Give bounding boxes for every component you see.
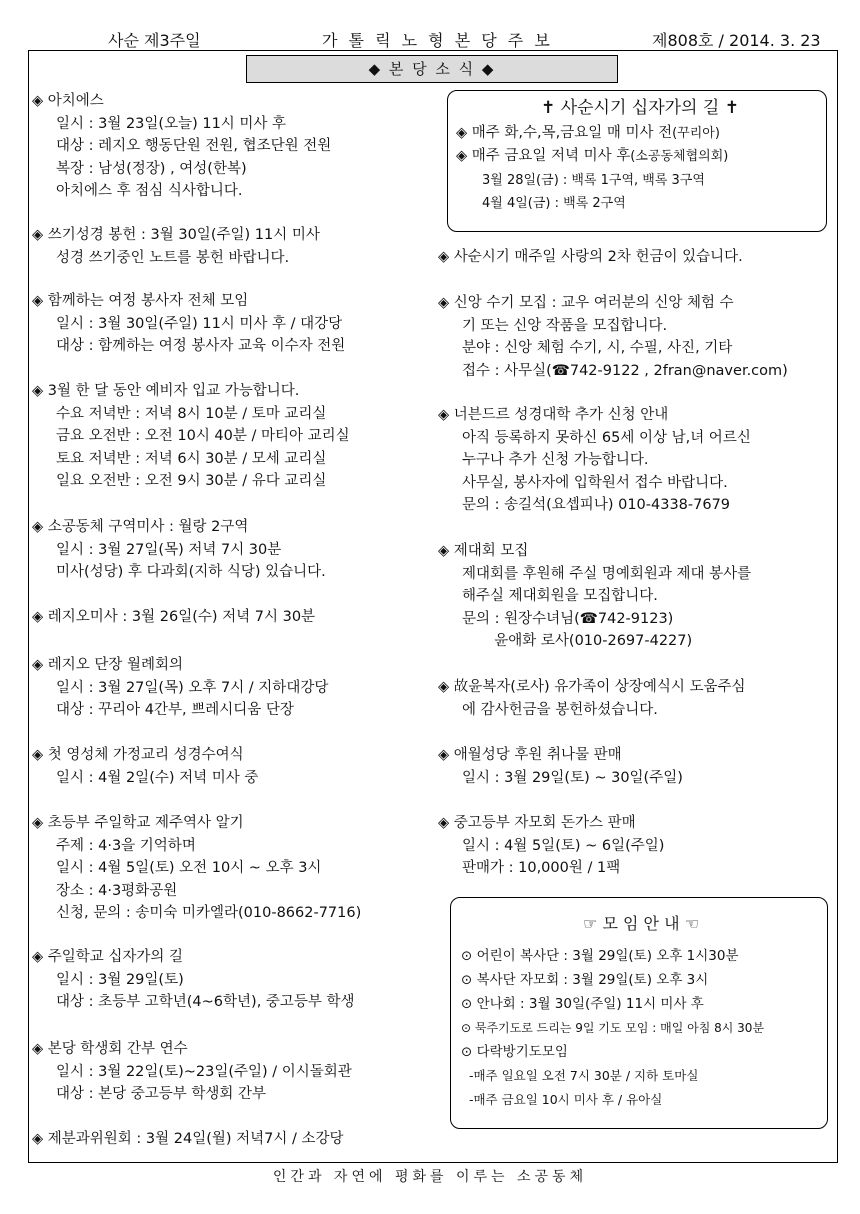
notice-title: ◈ 주일학교 십자가의 길 (32, 949, 184, 965)
notice-title: ◈ 쓰기성경 봉헌 : 3월 30일(주일) 11시 미사 (32, 227, 320, 243)
left-column (32, 0, 442, 1160)
notice-line: 문의 : 원장수녀님(☎742-9123) (462, 610, 674, 627)
notice-legio-meeting (32, 654, 328, 722)
notice-altar-society (438, 540, 751, 653)
notice-title: ◈ 소공동체 구역미사 : 월랑 2구역 (32, 519, 249, 535)
notice-catechumen (32, 380, 350, 493)
notice-line: 대상 : 본당 중고등부 학생회 간부 (56, 1086, 267, 1102)
notice-line: 접수 : 사무실(☎742-9122 , 2fran@naver.com) (462, 362, 788, 379)
meeting-item: ⊙ 묵주기도로 드리는 9일 기도 모임 : 매일 아침 8시 30분 (461, 1021, 765, 1035)
notice-title: ◈ 본당 학생회 간부 연수 (32, 1041, 188, 1057)
notice-line: 윤애화 로사(010-2697-4227) (462, 633, 693, 649)
notice-line: 일시 : 4월 2일(수) 저녁 미사 중 (56, 769, 259, 786)
notice-journey-volunteers (32, 290, 345, 358)
notice-legio-mass (32, 606, 315, 629)
notice-line: 일시 : 4월 5일(토) 오전 10시 ~ 오후 3시 (56, 860, 322, 876)
notice-title: ◈ 첫 영성체 가정교리 성경수여식 (32, 747, 244, 763)
notice-line: 일시 : 3월 22일(토)~23일(주일) / 이시돌회관 (56, 1063, 352, 1080)
lent-line-note: (소공동체협의회) (630, 149, 729, 164)
notice-line: 일시 : 4월 5일(토) ~ 6일(주일) (462, 837, 665, 854)
notice-title: ◈ 신앙 수기 모집 : 교우 여러분의 신앙 체험 수 (438, 295, 734, 311)
notice-title: ◈ 너븐드르 성경대학 추가 신청 안내 (438, 407, 669, 423)
notice-line: 일시 : 3월 29일(토) ~ 30일(주일) (462, 769, 683, 786)
notice-title: ◈ 중고등부 자모회 돈가스 판매 (438, 815, 636, 831)
lent-schedule: 3월 28일(금) : 백록 1구역, 백록 3구역 (482, 172, 705, 188)
notice-line: 주제 : 4·3을 기억하며 (56, 837, 196, 854)
notice-line: 누구나 추가 신청 가능합니다. (462, 452, 649, 468)
notice-achies (32, 90, 331, 203)
notice-jeju-history (32, 812, 361, 925)
bulletin-season: 사순 제3주일 (108, 31, 201, 50)
notice-line: 수요 저녁반 : 저녁 8시 10분 / 토마 교리실 (56, 405, 327, 422)
notice-line: 대상 : 레지오 행동단원 전원, 협조단원 전원 (56, 138, 332, 154)
notice-line: 성경 쓰기중인 노트를 봉헌 바랍니다. (56, 249, 290, 266)
notice-title: ◈ 제대회 모집 (438, 543, 529, 559)
lent-line: ◈ 매주 화,수,목,금요일 매 미사 전 (456, 124, 673, 141)
notice-bible-college (438, 404, 751, 517)
notice-line: 판매가 : 10,000원 / 1팩 (462, 860, 621, 876)
notice-student-training (32, 1038, 352, 1106)
notice-title: ◈ 레지오 단장 월례회의 (32, 657, 184, 673)
section-banner: ◆ 본 당 소 식 ◆ (246, 55, 618, 83)
notice-line: 문의 : 송길석(요셉피나) 010-4338-7679 (462, 497, 731, 513)
notice-line: 토요 저녁반 : 저녁 6시 30분 / 모세 교리실 (56, 450, 327, 467)
notice-line: 장소 : 4·3평화공원 (56, 882, 178, 899)
notice-title: ◈ 제분과위원회 : 3월 24일(월) 저녁7시 / 소강당 (32, 1131, 344, 1147)
notice-line: 분야 : 신앙 체험 수기, 시, 수필, 사진, 기타 (462, 340, 733, 356)
notice-line: 일시 : 3월 23일(오늘) 11시 미사 후 (56, 115, 287, 132)
notice-line: 복장 : 남성(정장) , 여성(한복) (56, 160, 247, 177)
notice-line: 대상 : 초등부 고학년(4~6학년), 중고등부 학생 (56, 994, 355, 1010)
meeting-item: ⊙ 안나회 : 3월 30일(주일) 11시 미사 후 (461, 996, 704, 1012)
notice-line: 일시 : 3월 30일(주일) 11시 미사 후 / 대강당 (56, 315, 343, 332)
notice-line: 대상 : 꾸리아 4간부, 쁘레시디움 단장 (56, 702, 294, 718)
notice-cutlet-sale (438, 812, 664, 880)
notice-line: 일요 오전반 : 오전 9시 30분 / 유다 교리실 (56, 473, 327, 489)
meeting-item: ⊙ 복사단 자모회 : 3월 29일(토) 오후 3시 (461, 972, 709, 988)
notice-line: 일시 : 3월 27일(목) 저녁 7시 30분 (56, 541, 282, 558)
notice-line: 에 감사헌금을 봉헌하셨습니다. (462, 701, 658, 718)
issue-number: 제808호 / 2014. 3. 23 (652, 31, 821, 50)
meeting-item: -매주 금요일 10시 미사 후 / 유아실 (461, 1092, 663, 1107)
notice-second-collection (438, 246, 743, 269)
notice-line: 아직 등록하지 못하신 65세 이상 남,녀 어르신 (462, 429, 751, 446)
notice-line: 신청, 문의 : 송미숙 미카엘라(010-8662-7716) (56, 905, 362, 921)
notice-line: 대상 : 함께하는 여정 봉사자 교육 이수자 전원 (56, 338, 346, 354)
lent-schedule: 4월 4일(금) : 백록 2구역 (482, 195, 626, 211)
notice-memorial-offering (438, 676, 746, 721)
notice-line: 사무실, 봉사자에 입학원서 접수 바랍니다. (462, 474, 728, 491)
lent-line: ◈ 매주 금요일 저녁 미사 후 (456, 148, 631, 164)
lent-box-title: ✝ 사순시기 십자가의 길 ✝ (541, 98, 739, 118)
notice-faith-essay (438, 292, 788, 382)
notice-title: ◈ 故윤복자(로사) 유가족이 상장예식시 도움주심 (438, 679, 746, 695)
meeting-item: ⊙ 다락방기도모임 (461, 1044, 568, 1060)
bulletin-title: 가 톨 릭 노 형 본 당 주 보 (322, 31, 553, 50)
notice-line: 미사(성당) 후 다과회(지하 식당) 있습니다. (56, 564, 326, 580)
notice-line: 금요 오전반 : 오전 10시 40분 / 마티아 교리실 (56, 428, 350, 444)
notice-title: ◈ 애월성당 후원 취나물 판매 (438, 747, 622, 763)
notice-title: ◈ 사순시기 매주일 사랑의 2차 헌금이 있습니다. (438, 249, 743, 265)
footer-motto: 인간과 자연에 평화를 이루는 소공동체 (272, 1169, 588, 1185)
notice-title: ◈ 레지오미사 : 3월 26일(수) 저녁 7시 30분 (32, 609, 316, 625)
notice-line: 일시 : 3월 29일(토) (56, 971, 184, 988)
meeting-item: ⊙ 어린이 복사단 : 3월 29일(토) 오후 1시30분 (461, 948, 739, 964)
notice-title: ◈ 아치에스 (32, 93, 104, 109)
lent-line-note: (꾸리아) (672, 125, 720, 141)
notice-line: 일시 : 3월 27일(목) 오후 7시 / 지하대강당 (56, 679, 329, 696)
notice-line: 제대회를 후원해 주실 명예회원과 제대 봉사를 (462, 565, 752, 582)
meeting-item: -매주 일요일 오전 7시 30분 / 지하 토마실 (461, 1068, 699, 1083)
notice-title: ◈ 초등부 주일학교 제주역사 알기 (32, 815, 244, 831)
notice-district-mass (32, 516, 326, 584)
notice-aewol-sale (438, 744, 683, 789)
notice-title: ◈ 함께하는 여정 봉사자 전체 모임 (32, 293, 249, 309)
notice-line: 기 또는 신앙 작품을 모집합니다. (462, 317, 668, 334)
notice-title: ◈ 3월 한 달 동안 예비자 입교 가능합니다. (32, 383, 300, 399)
notice-committee (32, 1128, 344, 1151)
notice-first-communion (32, 744, 258, 789)
notice-sunday-school-cross (32, 946, 355, 1014)
notice-line: 해주실 제대회원을 모집합니다. (462, 588, 658, 604)
meeting-box-title: ☞ 모 임 안 내 ☜ (583, 914, 699, 933)
notice-line: 아치에스 후 점심 식사합니다. (56, 183, 243, 199)
notice-bible-writing (32, 224, 320, 269)
meeting-guide-box (450, 897, 828, 1129)
